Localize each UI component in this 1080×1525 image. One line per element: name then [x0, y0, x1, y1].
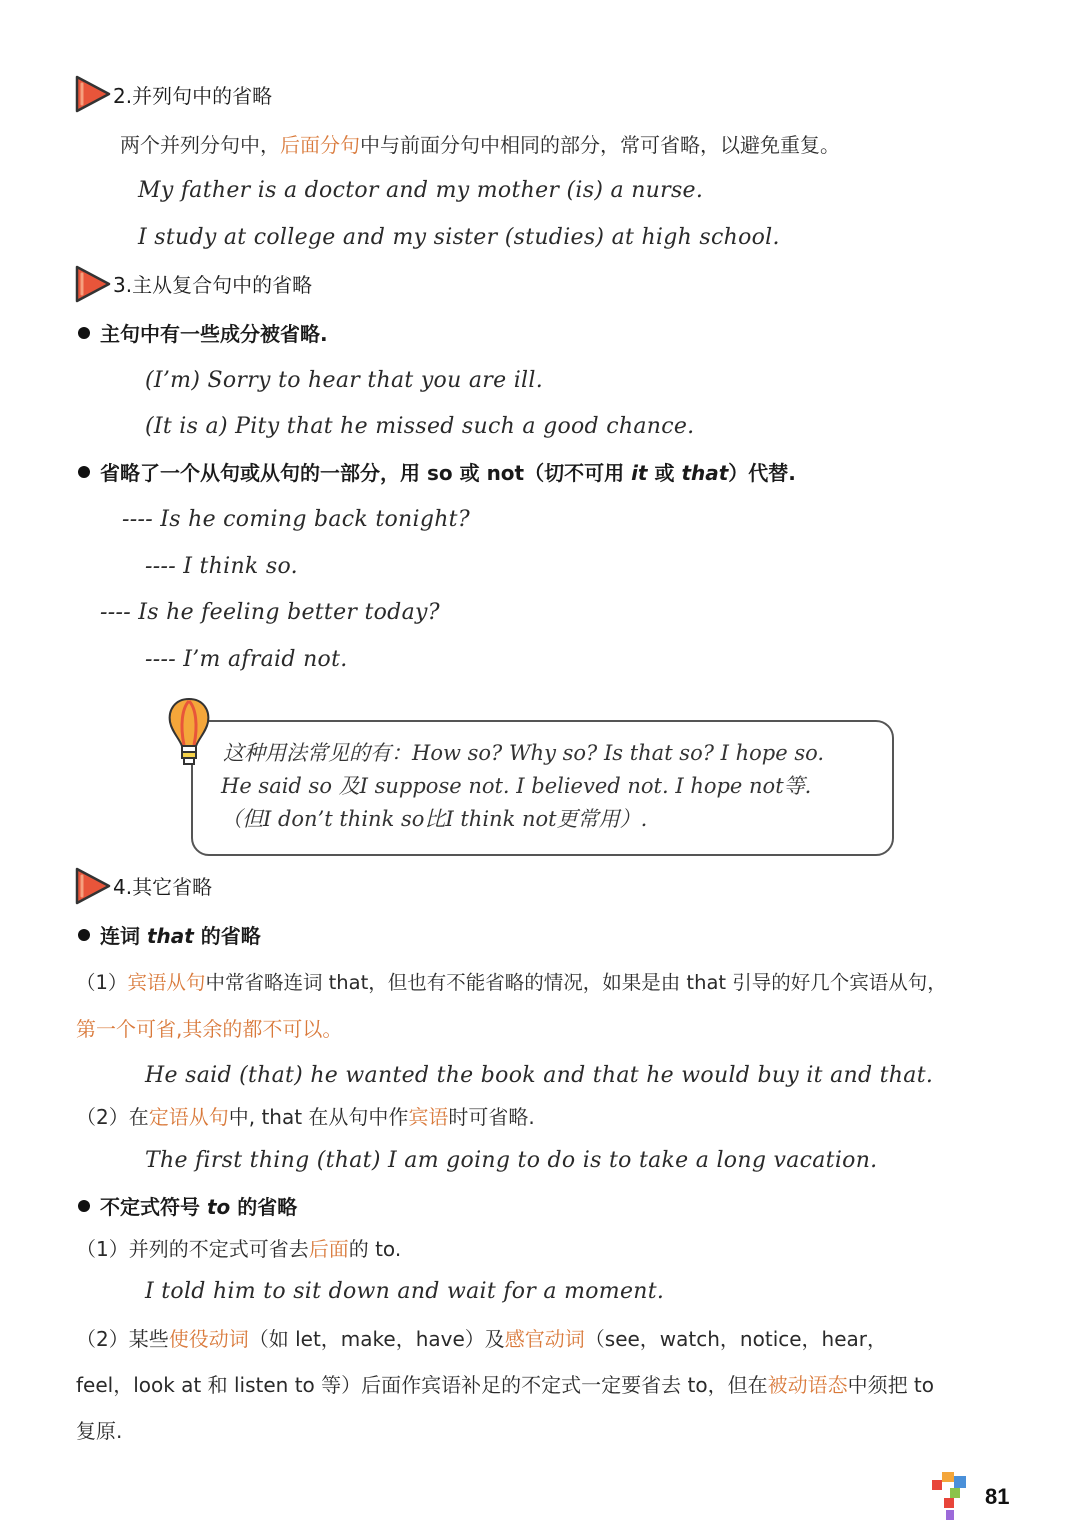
rule-text: （2）在	[76, 1105, 149, 1129]
rule-text: 时可省略.	[448, 1105, 535, 1129]
rule-text: 的 to.	[348, 1237, 402, 1261]
bullet-text: 或	[452, 461, 487, 485]
play-marker-icon	[73, 264, 113, 304]
dialogue-line: ---- I’m afraid not.	[145, 647, 348, 672]
rule-text: 中须把 to	[847, 1373, 935, 1397]
rule-text: （2）某些	[76, 1327, 169, 1351]
bullet-point	[78, 459, 796, 487]
bullet-dot-icon	[78, 1200, 90, 1212]
dialogue-line: ---- Is he coming back tonight?	[122, 507, 470, 532]
rule-paragraph	[76, 969, 947, 997]
rule-highlight: 定语从句	[148, 1105, 229, 1129]
bullet-dot-icon	[78, 466, 90, 478]
bullet-dot-icon	[78, 327, 90, 339]
rule-highlight: 被动语态	[767, 1373, 848, 1397]
bullet-text: 或	[647, 461, 682, 485]
tip-line: 这种用法常见的有：How so? Why so? Is that so? I hope so.	[223, 741, 825, 765]
bullet-dot-icon	[78, 929, 90, 941]
example-sentence: I told him to sit down and wait for a moment.	[145, 1279, 665, 1304]
tip-line: He said so 及I suppose not. I believed not. I hope not等.	[221, 774, 812, 798]
bullet-text: ）代替.	[728, 461, 796, 485]
rule-text: （如 let，make，have）及	[248, 1327, 505, 1351]
rule-paragraph	[76, 1103, 535, 1131]
rule-text: （1）并列的不定式可省去	[76, 1237, 309, 1261]
rule-paragraph	[76, 1235, 401, 1263]
tip-box	[191, 720, 894, 856]
rule-text: （see，watch，notice，hear，	[584, 1327, 888, 1351]
rule-paragraph	[76, 1371, 934, 1399]
dialogue-line: ---- I think so.	[145, 554, 298, 579]
bullet-point	[78, 320, 328, 348]
rule-highlight: 使役动词	[168, 1327, 249, 1351]
bullet-text: （切不可用	[524, 461, 632, 485]
rule-paragraph: 复原.	[76, 1419, 123, 1443]
rule-highlight: 后面	[308, 1237, 349, 1261]
rule-text: 中常省略连词 that，但也有不能省略的情况，如果是由 that 引导的好几个宾语从句，	[205, 971, 947, 994]
rule-text: 中, that 在从句中作	[228, 1105, 409, 1129]
example-sentence: (I’m) Sorry to hear that you are ill.	[145, 368, 544, 393]
page-number: 81	[985, 1484, 1010, 1509]
rule-highlight: 宾语	[408, 1105, 449, 1129]
bullet-keyword: it	[631, 461, 648, 485]
rule-highlight: 感官动词	[504, 1327, 585, 1351]
rule-text: feel，look at 和 listen to 等）后面作宾语补足的不定式一定要省去 to，但在	[76, 1373, 768, 1397]
bullet-text: 连词	[100, 924, 147, 948]
section-2-intro	[120, 131, 840, 159]
section-2-heading: 2.并列句中的省略	[113, 84, 273, 108]
bullet-keyword: that	[681, 461, 729, 485]
rule-text: （1）	[76, 971, 128, 994]
play-marker-icon	[73, 866, 113, 906]
intro-text: 两个并列分句中，	[120, 133, 280, 157]
bullet-text: 的省略	[230, 1195, 298, 1219]
rule-highlight: 第一个可省,其余的都不可以。	[76, 1017, 343, 1041]
play-marker-icon	[73, 74, 113, 114]
section-3-heading: 3.主从复合句中的省略	[113, 273, 313, 297]
example-sentence: He said (that) he wanted the book and that he would buy it and that.	[145, 1063, 934, 1088]
bullet-text: 省略了一个从句或从句的一部分，用	[100, 461, 427, 485]
intro-highlight: 后面分句	[280, 133, 360, 157]
bullet-keyword: not	[486, 461, 525, 485]
bullet-keyword: so	[426, 461, 453, 485]
example-sentence: The first thing (that) I am going to do is to take a long vacation.	[145, 1148, 878, 1173]
bullet-text: 的省略	[193, 924, 261, 948]
bullet-point	[78, 1193, 297, 1221]
rule-paragraph	[76, 1325, 887, 1353]
intro-text-end: 中与前面分句中相同的部分，常可省略，以避免重复。	[360, 133, 840, 157]
brand-logo-icon	[932, 1470, 972, 1522]
lightbulb-icon	[165, 696, 213, 772]
example-sentence: My father is a doctor and my mother (is) a nurse.	[138, 178, 704, 203]
bullet-keyword: to	[206, 1195, 231, 1219]
example-sentence: (It is a) Pity that he missed such a good chance.	[145, 414, 695, 439]
rule-highlight: 宾语从句	[127, 971, 206, 994]
dialogue-line: ---- Is he feeling better today?	[100, 600, 440, 625]
bullet-text: 主句中有一些成分被省略.	[100, 322, 328, 346]
bullet-text: 不定式符号	[100, 1195, 207, 1219]
section-4-heading: 4.其它省略	[113, 875, 213, 899]
example-sentence: I study at college and my sister (studies) at high school.	[138, 225, 780, 250]
bullet-point	[78, 922, 261, 950]
bullet-keyword: that	[146, 924, 194, 948]
tip-line: （但I don’t think so比I think not更常用）.	[221, 807, 648, 831]
